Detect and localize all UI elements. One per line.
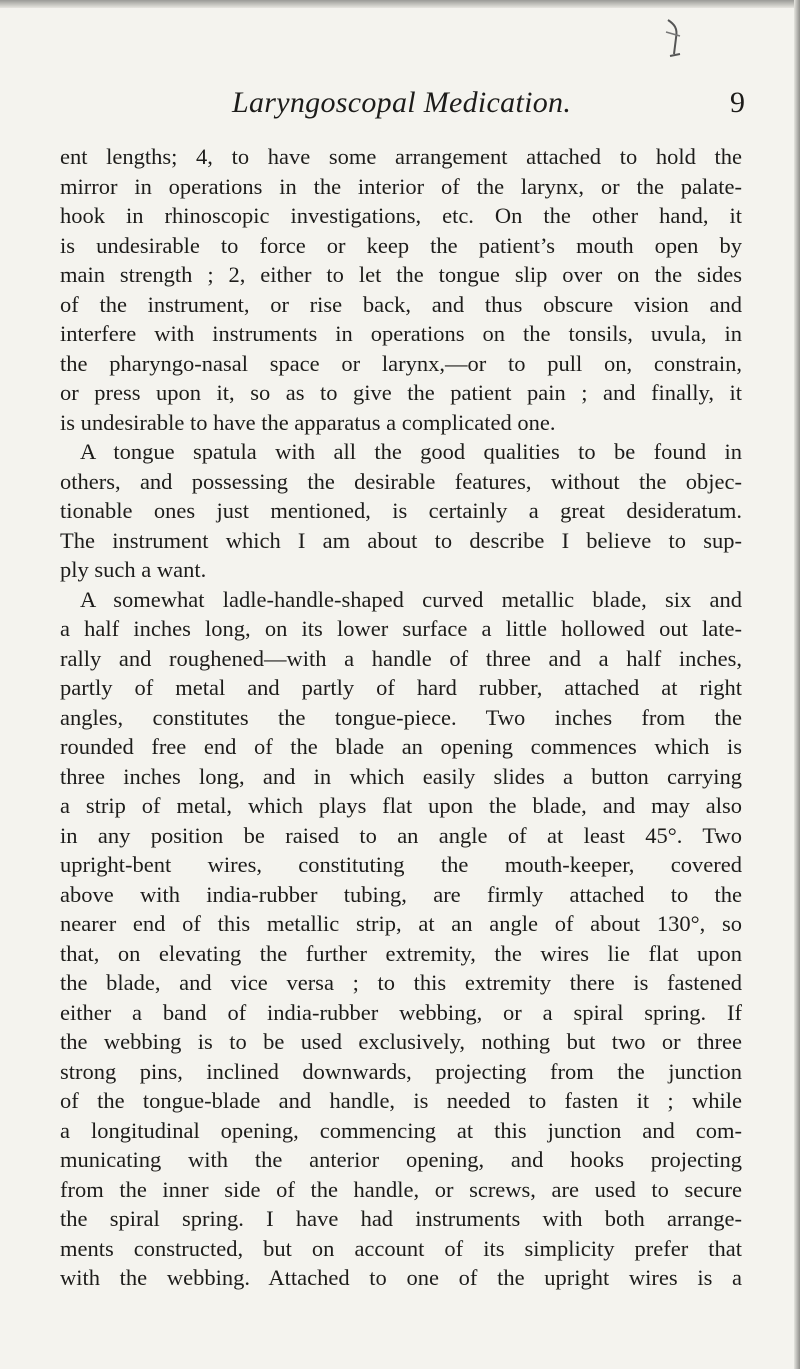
text-line: ply such a want. xyxy=(60,557,207,582)
text-line: main strength ; 2, either to let the tongue slip over on the sides xyxy=(60,262,742,287)
scan-right-edge xyxy=(794,0,800,1369)
text-line: A somewhat ladle-handle-shaped curved metallic blade, six and xyxy=(80,586,742,612)
text-line: mirror in operations in the interior of the larynx, or the palate- xyxy=(60,173,742,199)
text-line: nearer end of this metallic strip, at an angle of about 130°, so xyxy=(60,911,742,936)
text-line: ent lengths; 4, to have some arrangement attached to hold the xyxy=(60,144,742,169)
text-line: of the instrument, or rise back, and thus obscure vision and xyxy=(60,291,742,317)
text-line: the spiral spring. I have had instruments with both arrange- xyxy=(60,1206,742,1231)
text-line: rounded free end of the blade an opening commences which is xyxy=(60,734,742,759)
ink-mark-icon xyxy=(660,14,686,60)
text-line: a strip of metal, which plays flat upon the blade, and may also xyxy=(60,793,742,818)
text-line: hook in rhinoscopic investigations, etc. On the other hand, it xyxy=(60,203,742,228)
text-line: others, and possessing the desirable features, without the objec- xyxy=(60,468,742,494)
text-line: angles, constitutes the tongue-piece. Two inches from the xyxy=(60,704,742,730)
running-title: Laryngoscopal Medication. xyxy=(232,86,572,119)
text-line: partly of metal and partly of hard rubber, attached at right xyxy=(60,675,742,700)
text-line: A tongue spatula with all the good qualities to be found in xyxy=(80,439,742,464)
scan-top-edge xyxy=(0,0,800,8)
text-line: strong pins, inclined downwards, projecting from the junction xyxy=(60,1058,742,1084)
text-line: interfere with instruments in operations on the tonsils, uvula, in xyxy=(60,321,742,346)
text-line: with the webbing. Attached to one of the upright wires is a xyxy=(60,1265,742,1290)
text-line: The instrument which I am about to describe I believe to sup- xyxy=(60,527,742,553)
text-line: is undesirable to force or keep the patient’s mouth open by xyxy=(60,232,742,258)
text-line: a half inches long, on its lower surface a little hollowed out late- xyxy=(60,616,742,641)
text-line: from the inner side of the handle, or screws, are used to secure xyxy=(60,1176,742,1202)
text-line: the webbing is to be used exclusively, nothing but two or three xyxy=(60,1029,742,1054)
text-line: tionable ones just mentioned, is certainly a great desideratum. xyxy=(60,498,742,523)
text-line: municating with the anterior opening, and hooks projecting xyxy=(60,1147,742,1172)
text-line: either a band of india-rubber webbing, or a spiral spring. If xyxy=(60,999,742,1025)
text-line: or press upon it, so as to give the patient pain ; and finally, it xyxy=(60,380,742,405)
text-line: three inches long, and in which easily slides a button carrying xyxy=(60,763,742,789)
text-line: the blade, and vice versa ; to this extremity there is fastened xyxy=(60,970,742,995)
text-line: ments constructed, but on account of its simplicity prefer that xyxy=(60,1235,742,1261)
text-line: of the tongue-blade and handle, is needed to fasten it ; while xyxy=(60,1088,742,1113)
body-text xyxy=(60,142,742,1293)
page-header xyxy=(0,86,800,126)
text-line: is undesirable to have the apparatus a complicated one. xyxy=(60,409,556,435)
text-line: upright-bent wires, constituting the mouth-keeper, covered xyxy=(60,852,742,877)
page-number: 9 xyxy=(730,86,745,119)
text-line: in any position be raised to an angle of at least 45°. Two xyxy=(60,822,742,848)
text-line: a longitudinal opening, commencing at this junction and com- xyxy=(60,1117,742,1143)
text-line: the pharyngo-nasal space or larynx,—or to pull on, constrain, xyxy=(60,350,742,376)
text-line: that, on elevating the further extremity, the wires lie flat upon xyxy=(60,940,742,966)
text-line: above with india-rubber tubing, are firmly attached to the xyxy=(60,881,742,907)
text-line: rally and roughened—with a handle of three and a half inches, xyxy=(60,645,742,671)
